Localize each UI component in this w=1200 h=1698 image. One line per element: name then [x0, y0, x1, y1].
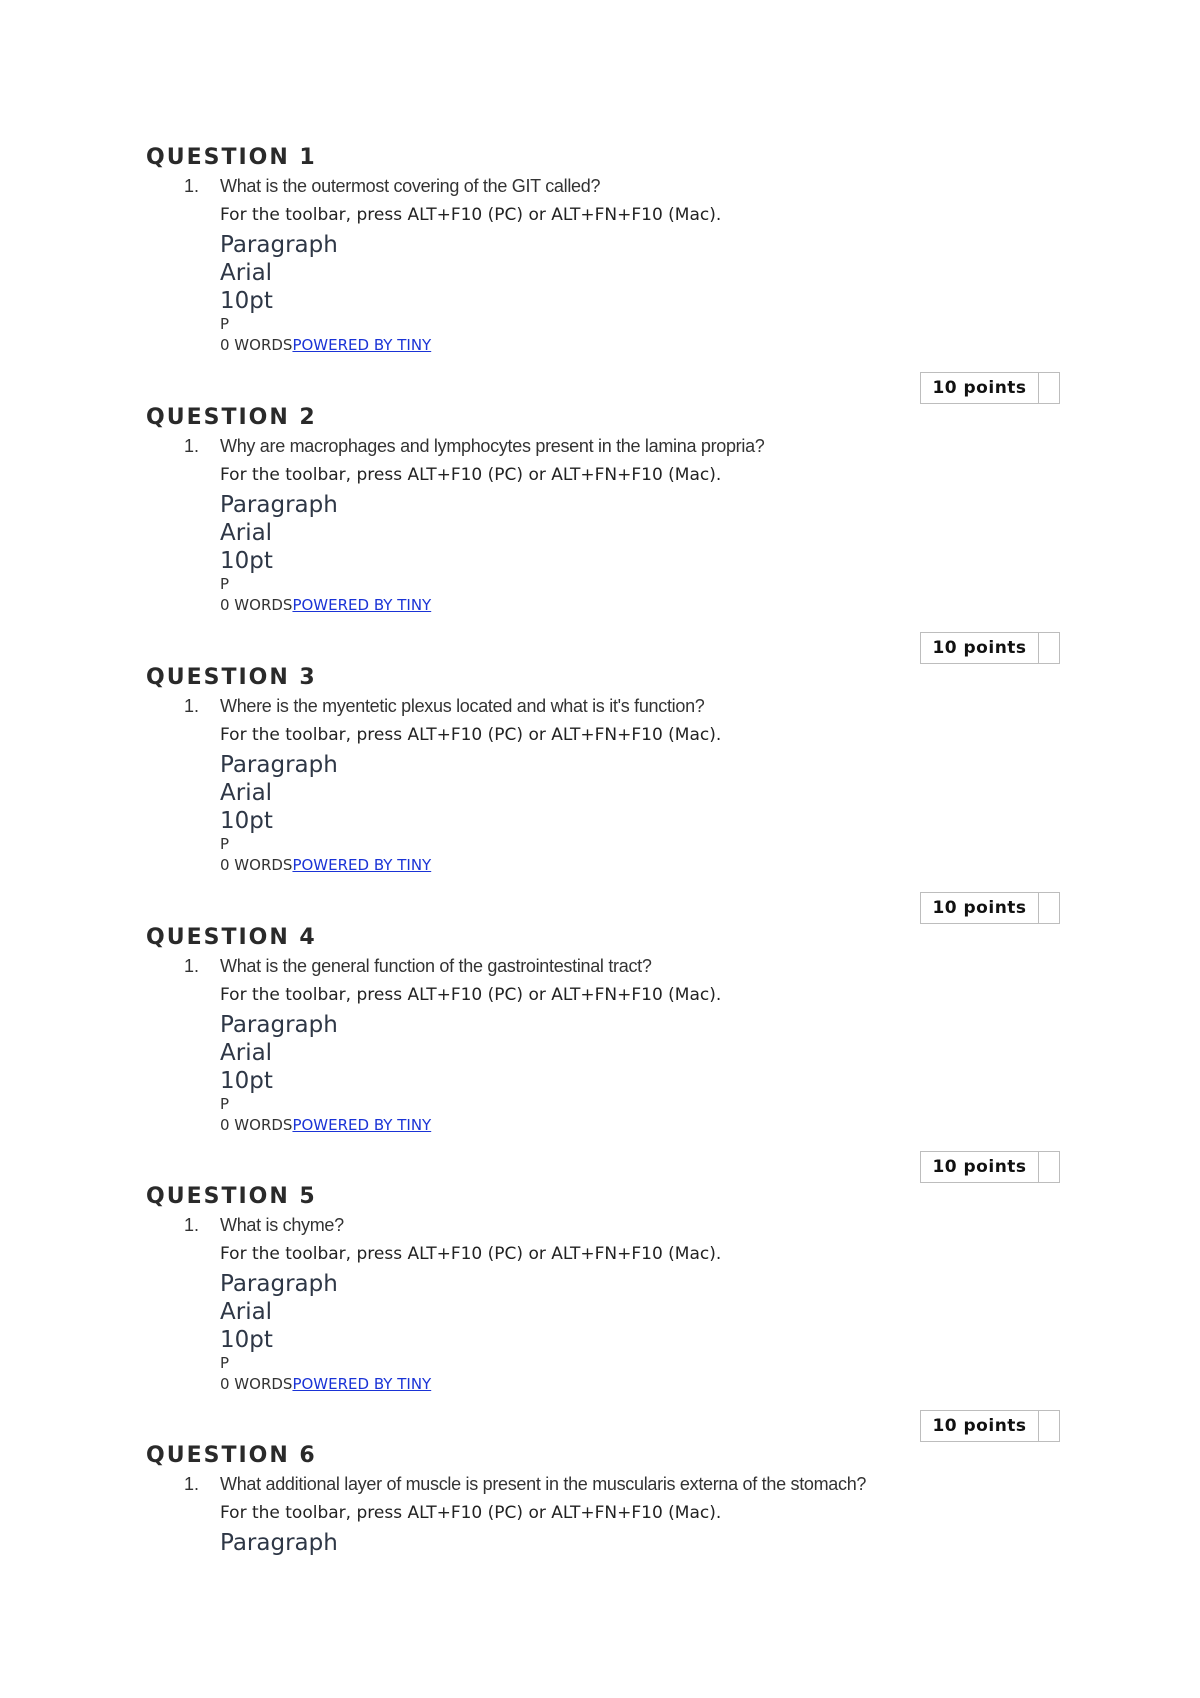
points-box	[1039, 893, 1059, 923]
question-title: QUESTION 4	[146, 925, 317, 950]
font-size-select[interactable]: 10pt	[220, 1068, 273, 1094]
question-title: QUESTION 3	[146, 665, 317, 690]
question-item	[184, 1471, 1066, 1557]
question-text: Why are macrophages and lymphocytes present in the lamina propria?	[220, 436, 765, 456]
powered-by-tiny-link[interactable]: POWERED BY TINY	[292, 1375, 432, 1393]
question-4	[146, 923, 1066, 1137]
question-text: What is the general function of the gastrointestinal tract?	[220, 956, 652, 976]
toolbar-help-text: For the toolbar, press ALT+F10 (PC) or ALT+FN+F10 (Mac).	[220, 725, 722, 745]
question-text: What is chyme?	[220, 1215, 344, 1235]
points-label: 10 points	[921, 893, 1039, 923]
item-number: 1.	[184, 436, 200, 456]
element-path[interactable]: P	[220, 315, 230, 333]
powered-by-tiny-link[interactable]: POWERED BY TINY	[292, 336, 432, 354]
points-label: 10 points	[921, 633, 1039, 663]
item-number: 1.	[184, 1215, 200, 1235]
powered-by-tiny-link[interactable]: POWERED BY TINY	[292, 596, 432, 614]
question-body	[220, 173, 1066, 357]
points-box	[1039, 1152, 1059, 1182]
points-label: 10 points	[921, 373, 1039, 403]
points-field	[920, 1410, 1060, 1442]
word-count: 0 WORDS	[220, 596, 293, 614]
question-item	[184, 953, 1066, 1137]
word-count: 0 WORDS	[220, 856, 293, 874]
font-family-select[interactable]: Arial	[220, 260, 273, 286]
question-item	[184, 1212, 1066, 1396]
toolbar-help-text: For the toolbar, press ALT+F10 (PC) or ALT+FN+F10 (Mac).	[220, 985, 722, 1005]
status-bar	[220, 333, 1066, 357]
status-bar	[220, 1113, 1066, 1137]
question-body	[220, 953, 1066, 1137]
powered-by-tiny-link[interactable]: POWERED BY TINY	[292, 1116, 432, 1134]
font-size-select[interactable]: 10pt	[220, 1327, 273, 1353]
format-block-select[interactable]: Paragraph	[220, 752, 338, 778]
question-body	[220, 693, 1066, 877]
question-body	[220, 433, 1066, 617]
question-text: What additional layer of muscle is present in the muscularis externa of the stomach?	[220, 1474, 867, 1494]
word-count: 0 WORDS	[220, 1116, 293, 1134]
format-block-select[interactable]: Paragraph	[220, 232, 338, 258]
question-title: QUESTION 5	[146, 1184, 317, 1209]
word-count: 0 WORDS	[220, 1375, 293, 1393]
question-title: QUESTION 1	[146, 145, 317, 170]
font-family-select[interactable]: Arial	[220, 520, 273, 546]
word-count: 0 WORDS	[220, 336, 293, 354]
points-field	[920, 372, 1060, 404]
format-block-select[interactable]: Paragraph	[220, 1530, 338, 1556]
format-block-select[interactable]: Paragraph	[220, 492, 338, 518]
question-6	[146, 1441, 1066, 1557]
points-box	[1039, 373, 1059, 403]
points-field	[920, 892, 1060, 924]
format-block-select[interactable]: Paragraph	[220, 1012, 338, 1038]
toolbar-help-text: For the toolbar, press ALT+F10 (PC) or ALT+FN+F10 (Mac).	[220, 465, 722, 485]
question-item	[184, 433, 1066, 617]
points-box	[1039, 1411, 1059, 1441]
question-body	[220, 1212, 1066, 1396]
font-family-select[interactable]: Arial	[220, 1299, 273, 1325]
item-number: 1.	[184, 956, 200, 976]
font-size-select[interactable]: 10pt	[220, 288, 273, 314]
item-number: 1.	[184, 176, 200, 196]
toolbar-help-text: For the toolbar, press ALT+F10 (PC) or ALT+FN+F10 (Mac).	[220, 1503, 722, 1523]
points-box	[1039, 633, 1059, 663]
format-block-select[interactable]: Paragraph	[220, 1271, 338, 1297]
question-text: Where is the myentetic plexus located and what is it's function?	[220, 696, 705, 716]
question-1	[146, 143, 1066, 357]
font-family-select[interactable]: Arial	[220, 1040, 273, 1066]
question-item	[184, 173, 1066, 357]
question-5	[146, 1182, 1066, 1396]
points-field	[920, 632, 1060, 664]
font-size-select[interactable]: 10pt	[220, 808, 273, 834]
points-field	[920, 1151, 1060, 1183]
question-item	[184, 693, 1066, 877]
element-path[interactable]: P	[220, 1354, 230, 1372]
question-title: QUESTION 2	[146, 405, 317, 430]
status-bar	[220, 853, 1066, 877]
question-2	[146, 403, 1066, 617]
toolbar-help-text: For the toolbar, press ALT+F10 (PC) or ALT+FN+F10 (Mac).	[220, 205, 722, 225]
powered-by-tiny-link[interactable]: POWERED BY TINY	[292, 856, 432, 874]
points-label: 10 points	[921, 1152, 1039, 1182]
status-bar	[220, 593, 1066, 617]
question-3	[146, 663, 1066, 877]
item-number: 1.	[184, 696, 200, 716]
element-path[interactable]: P	[220, 575, 230, 593]
font-size-select[interactable]: 10pt	[220, 548, 273, 574]
question-title: QUESTION 6	[146, 1443, 317, 1468]
toolbar-help-text: For the toolbar, press ALT+F10 (PC) or ALT+FN+F10 (Mac).	[220, 1244, 722, 1264]
item-number: 1.	[184, 1474, 200, 1494]
question-text: What is the outermost covering of the GIT called?	[220, 176, 601, 196]
element-path[interactable]: P	[220, 835, 230, 853]
question-body	[220, 1471, 1066, 1557]
font-family-select[interactable]: Arial	[220, 780, 273, 806]
status-bar	[220, 1372, 1066, 1396]
element-path[interactable]: P	[220, 1095, 230, 1113]
points-label: 10 points	[921, 1411, 1039, 1441]
